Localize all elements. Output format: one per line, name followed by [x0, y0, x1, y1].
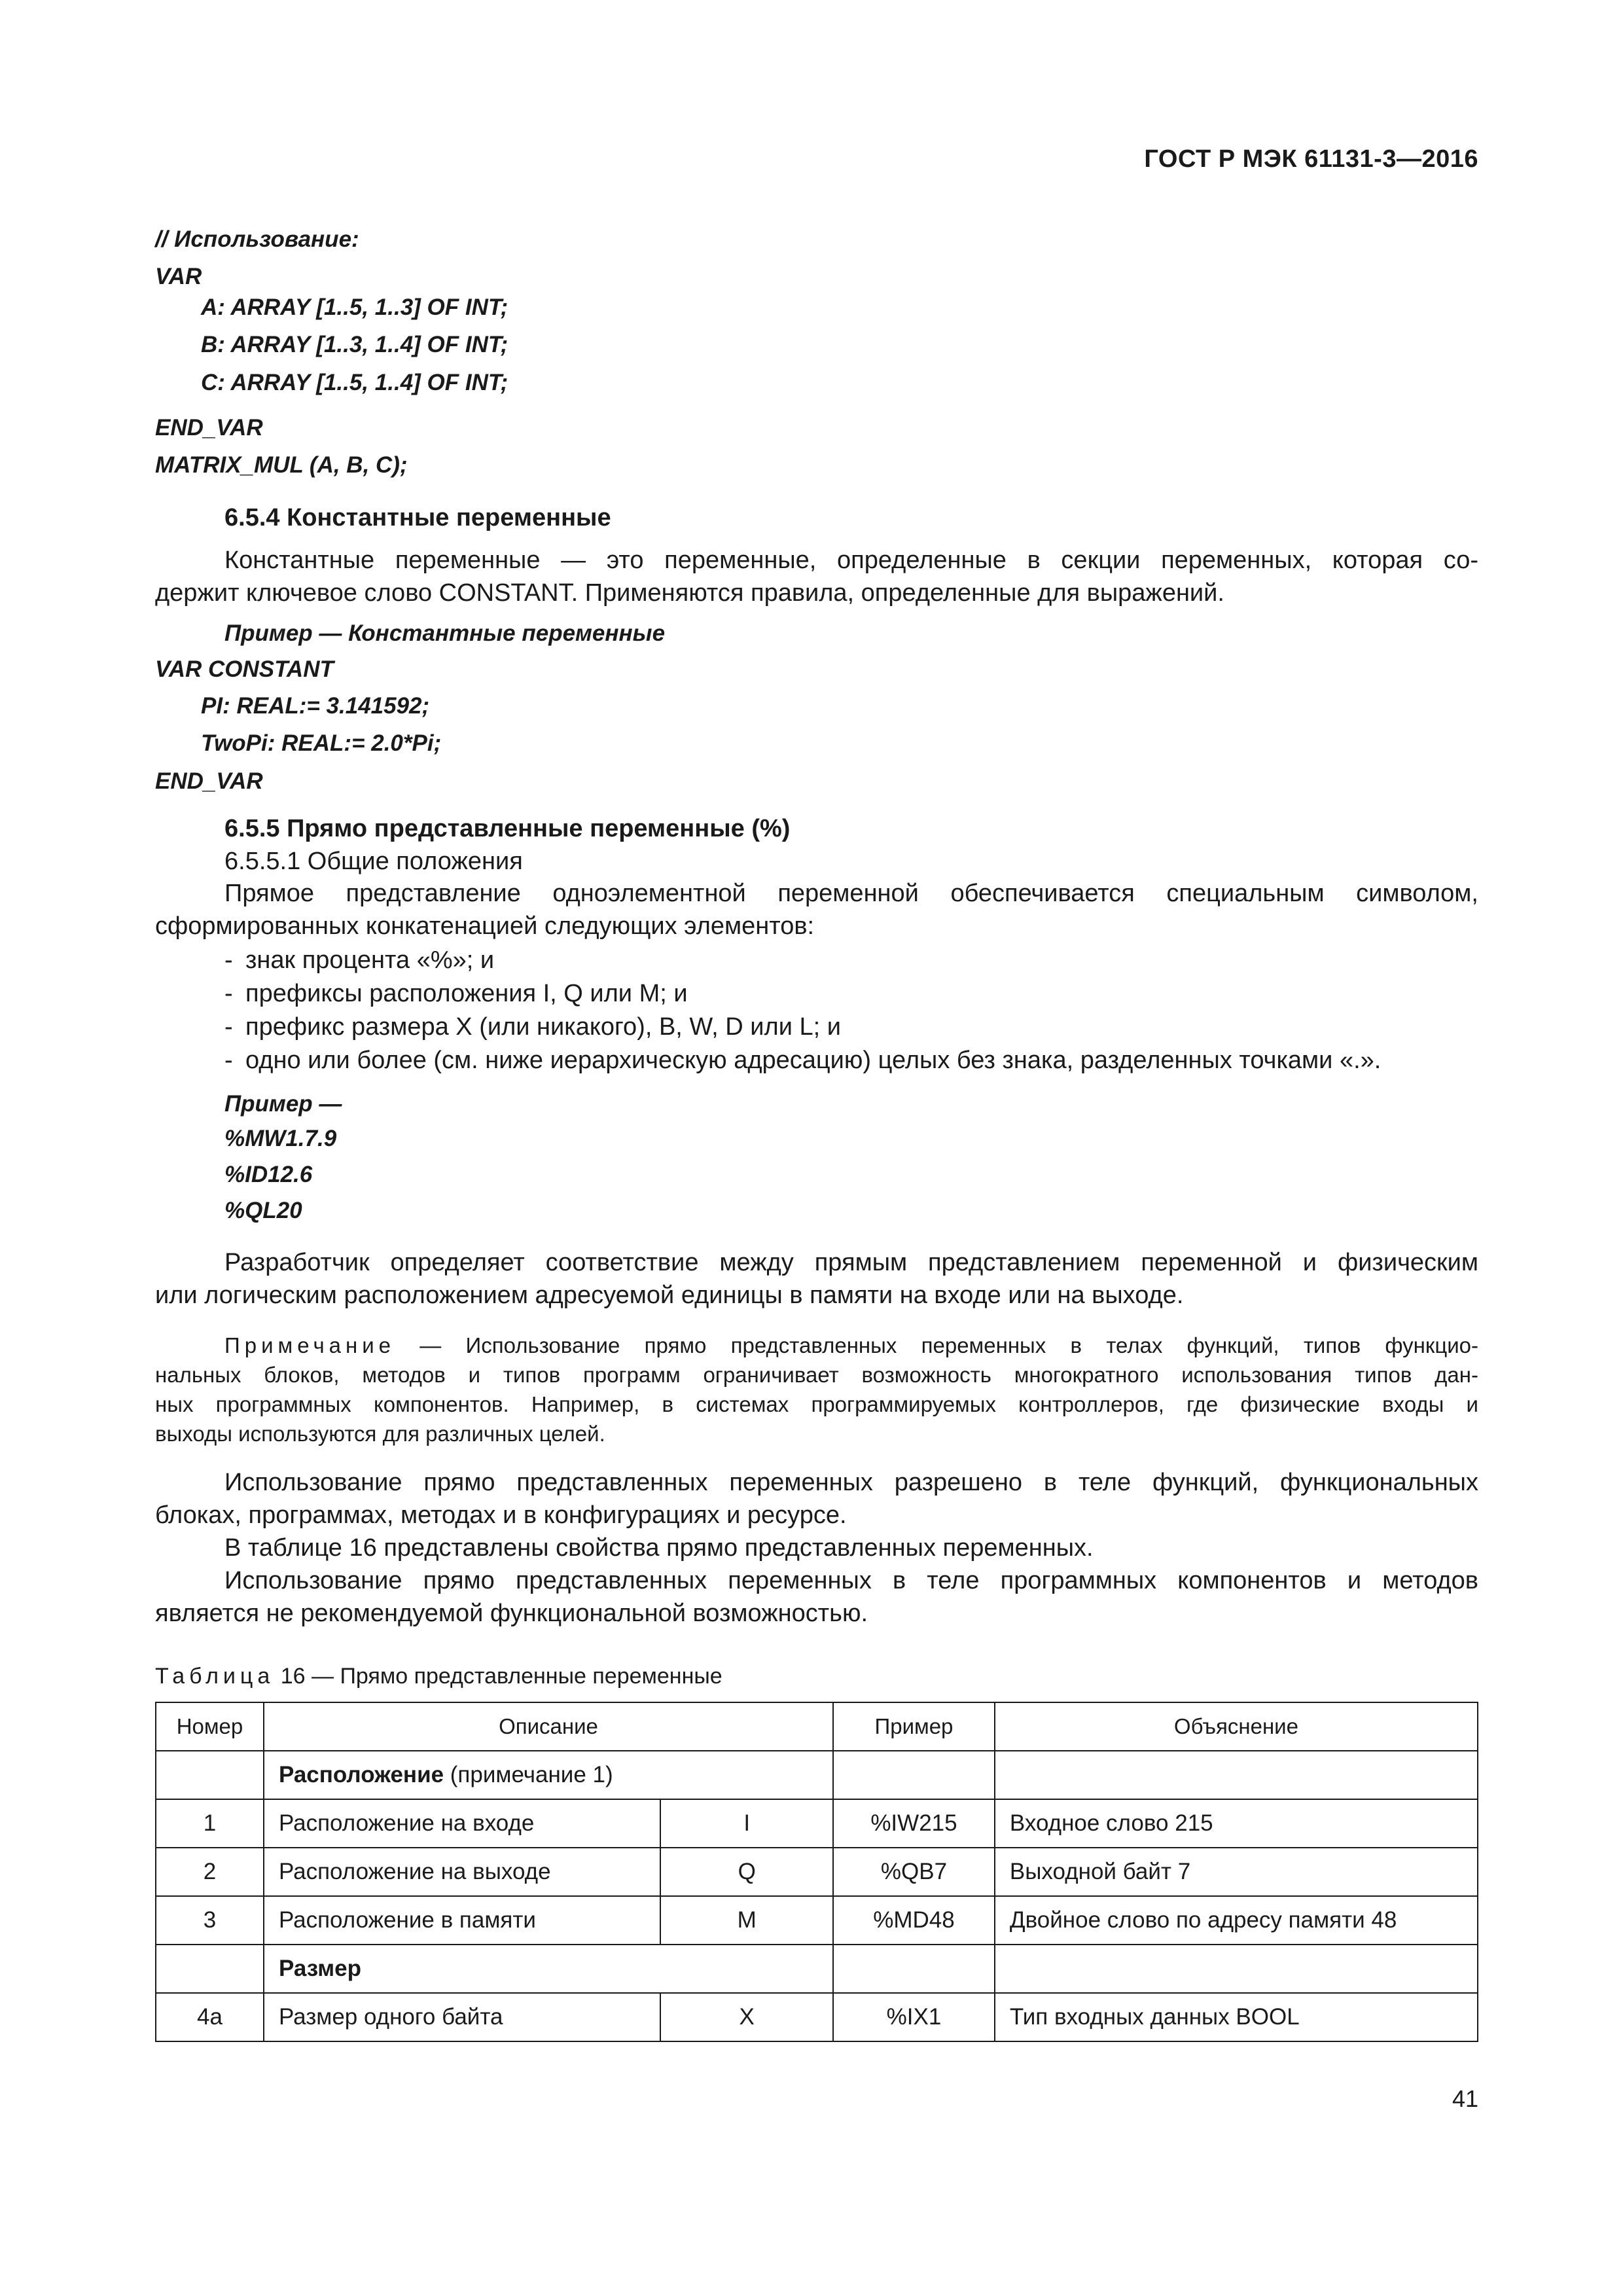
- note-line: [224, 1331, 1478, 1360]
- note-line: выходы используются для различных целей.: [155, 1422, 605, 1446]
- list-item-text: префиксы расположения I, Q или M; и: [245, 980, 688, 1007]
- cell-description: Расположение на входе: [264, 1799, 660, 1848]
- list-item-text: префикс размера X (или никакого), B, W, D или L; и: [245, 1013, 841, 1041]
- cell-description: Расположение в памяти: [264, 1896, 660, 1945]
- code-end: END_VAR: [155, 415, 263, 440]
- paragraph-line: Разработчик определяет соответствие между прямым представлением переменной и физическим: [224, 1249, 1478, 1276]
- section-label: [264, 1751, 833, 1799]
- example-code: %QL20: [224, 1198, 302, 1223]
- paragraph-line: держит ключевое слово CONSTANT. Применяются правила, определенные для выражений.: [155, 579, 1224, 607]
- paragraph-line: является не рекомендуемой функциональной возможностью.: [155, 1600, 868, 1627]
- example-code: %ID12.6: [224, 1162, 313, 1187]
- code-call: MATRIX_MUL (A, B, C);: [155, 452, 408, 478]
- section-heading-654: 6.5.4 Константные переменные: [224, 504, 611, 531]
- example-title: Пример — Константные переменные: [224, 620, 666, 646]
- example-title: Пример —: [224, 1091, 342, 1117]
- cell-example: %IX1: [833, 1993, 995, 2041]
- list-item-text: знак процента «%»; и: [245, 946, 495, 974]
- section-heading-655: 6.5.5 Прямо представленные переменные (%): [224, 815, 791, 842]
- code-line: TwoPi: REAL:= 2.0*Pi;: [201, 730, 442, 756]
- code-comment: // Использование:: [155, 226, 359, 252]
- code-line: C: ARRAY [1..5, 1..4] OF INT;: [201, 370, 508, 395]
- standard-header: ГОСТ Р МЭК 61131-3—2016: [1144, 145, 1478, 173]
- note-text: — Использование прямо представленных переменных в телах функций, типов функцио-: [395, 1333, 1478, 1357]
- cell-code: X: [660, 1993, 833, 2041]
- paragraph-line: сформированных конкатенацией следующих элементов:: [155, 912, 815, 940]
- list-item: - префикс размера X (или никакого), B, W, D или L; и: [224, 1013, 841, 1041]
- cell-code: Q: [660, 1848, 833, 1896]
- section-label-bold: Расположение: [278, 1762, 444, 1787]
- code-line: A: ARRAY [1..5, 1..3] OF INT;: [201, 295, 508, 320]
- table-caption-text: 16 — Прямо представленные переменные: [274, 1664, 722, 1689]
- section-label-bold: Размер: [278, 1956, 361, 1981]
- header-example: Пример: [833, 1702, 995, 1751]
- paragraph-line: Использование прямо представленных переменных разрешено в теле функций, функциональных: [224, 1469, 1478, 1496]
- table-caption-label: Таблица: [155, 1664, 275, 1689]
- list-item-text: одно или более (см. ниже иерархическую адресацию) целых без знака, разделенных точками «.».: [245, 1047, 1382, 1074]
- page-number: 41: [1452, 2085, 1478, 2112]
- cell-description: Расположение на выходе: [264, 1848, 660, 1896]
- cell-number: 3: [156, 1896, 264, 1945]
- paragraph-line: блоках, программах, методах и в конфигурациях и ресурсе.: [155, 1501, 847, 1529]
- table-row: [156, 1993, 1478, 2041]
- cell-number: 2: [156, 1848, 264, 1896]
- cell-explanation: Входное слово 215: [995, 1799, 1478, 1848]
- header-number: Номер: [156, 1702, 264, 1751]
- code-end: END_VAR: [155, 768, 263, 794]
- table-row: [156, 1848, 1478, 1896]
- note-line: нальных блоков, методов и типов программ ограничивает возможность многократного использования типов дан-: [155, 1363, 1478, 1387]
- paragraph-line: Использование прямо представленных переменных в теле программных компонентов и методов: [224, 1567, 1478, 1594]
- paragraph-line: Прямое представление одноэлементной переменной обеспечивается специальным символом,: [224, 880, 1478, 907]
- cell-code: I: [660, 1799, 833, 1848]
- example-code: %MW1.7.9: [224, 1126, 337, 1151]
- table-section-row: [156, 1751, 1478, 1799]
- cell-explanation: Тип входных данных BOOL: [995, 1993, 1478, 2041]
- table-16: [155, 1702, 1478, 2042]
- section-label: [264, 1945, 833, 1993]
- header-description: Описание: [264, 1702, 833, 1751]
- paragraph-line: или логическим расположением адресуемой единицы в памяти на входе или на выходе.: [155, 1282, 1184, 1309]
- code-line: PI: REAL:= 3.141592;: [201, 693, 430, 719]
- table-row: [156, 1896, 1478, 1945]
- paragraph-line: Константные переменные — это переменные, определенные в секции переменных, которая со-: [224, 547, 1478, 574]
- cell-example: %IW215: [833, 1799, 995, 1848]
- table-row: [156, 1799, 1478, 1848]
- table-caption: [155, 1664, 722, 1689]
- note-label: Примечание: [224, 1333, 396, 1357]
- paragraph-line: В таблице 16 представлены свойства прямо представленных переменных.: [224, 1534, 1094, 1562]
- note-line: ных программных компонентов. Например, в системах программируемых контроллеров, где физические входы и: [155, 1392, 1478, 1416]
- cell-number: 1: [156, 1799, 264, 1848]
- subsection-heading: 6.5.5.1 Общие положения: [224, 848, 523, 875]
- table-header-row: [156, 1702, 1478, 1751]
- cell-explanation: Двойное слово по адресу памяти 48: [995, 1896, 1478, 1945]
- header-explanation: Объяснение: [995, 1702, 1478, 1751]
- cell-example: %QB7: [833, 1848, 995, 1896]
- list-item: - одно или более (см. ниже иерархическую адресацию) целых без знака, разделенных точками «.».: [224, 1047, 1382, 1074]
- cell-code: M: [660, 1896, 833, 1945]
- table-section-row: [156, 1945, 1478, 1993]
- code-var: VAR CONSTANT: [155, 656, 334, 682]
- code-var: VAR: [155, 264, 202, 289]
- cell-explanation: Выходной байт 7: [995, 1848, 1478, 1896]
- list-item: - знак процента «%»; и: [224, 946, 495, 974]
- cell-description: Размер одного байта: [264, 1993, 660, 2041]
- section-label-note: (примечание 1): [444, 1762, 613, 1787]
- list-item: - префиксы расположения I, Q или M; и: [224, 980, 688, 1007]
- cell-number: 4a: [156, 1993, 264, 2041]
- code-line: B: ARRAY [1..3, 1..4] OF INT;: [201, 332, 508, 357]
- cell-example: %MD48: [833, 1896, 995, 1945]
